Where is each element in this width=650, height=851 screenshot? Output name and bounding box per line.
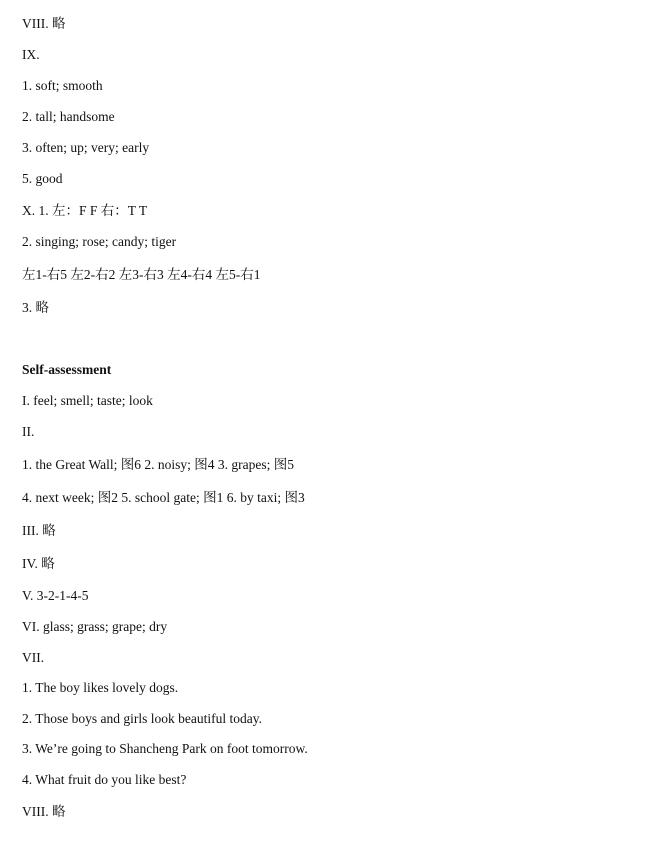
section-viii-answer: VIII. 略 <box>22 16 66 31</box>
section-iii-answer: III. 略 <box>22 523 56 538</box>
section-viii-answer: VIII. 略 <box>22 804 66 819</box>
answer-line: 4. What fruit do you like best? <box>22 772 187 787</box>
section-iv-answer: IV. 略 <box>22 556 55 571</box>
section-v-answer: V. 3-2-1-4-5 <box>22 588 89 603</box>
section-x-answer: X. 1. 左：F F 右：T T <box>22 203 148 218</box>
self-assessment-heading: Self-assessment <box>22 362 112 377</box>
answer-line: 1. the Great Wall; 图6 2. noisy; 图4 3. grapes; 图5 <box>22 457 294 472</box>
answer-line: 3. We’re going to Shancheng Park on foot tomorrow. <box>22 741 308 756</box>
answer-line: 3. 略 <box>22 300 49 315</box>
answer-line: 1. The boy likes lovely dogs. <box>22 680 179 695</box>
answer-line: 2. Those boys and girls look beautiful today. <box>22 711 262 726</box>
section-vi-answer: VI. glass; grass; grape; dry <box>22 619 168 634</box>
answer-line: 1. soft; smooth <box>22 78 103 93</box>
answer-line: 左1-右5 左2-右2 左3-右3 左4-右4 左5-右1 <box>22 267 261 282</box>
answer-line: 3. often; up; very; early <box>22 140 150 155</box>
answer-line: 2. singing; rose; candy; tiger <box>22 234 177 249</box>
answer-line: 5. good <box>22 171 63 186</box>
section-i-answer: I. feel; smell; taste; look <box>22 393 153 408</box>
section-ix-heading: IX. <box>22 47 40 62</box>
section-ii-heading: II. <box>22 424 35 439</box>
section-vii-heading: VII. <box>22 650 45 665</box>
answer-line: 2. tall; handsome <box>22 109 115 124</box>
answer-line: 4. next week; 图2 5. school gate; 图1 6. by taxi; 图3 <box>22 490 305 505</box>
